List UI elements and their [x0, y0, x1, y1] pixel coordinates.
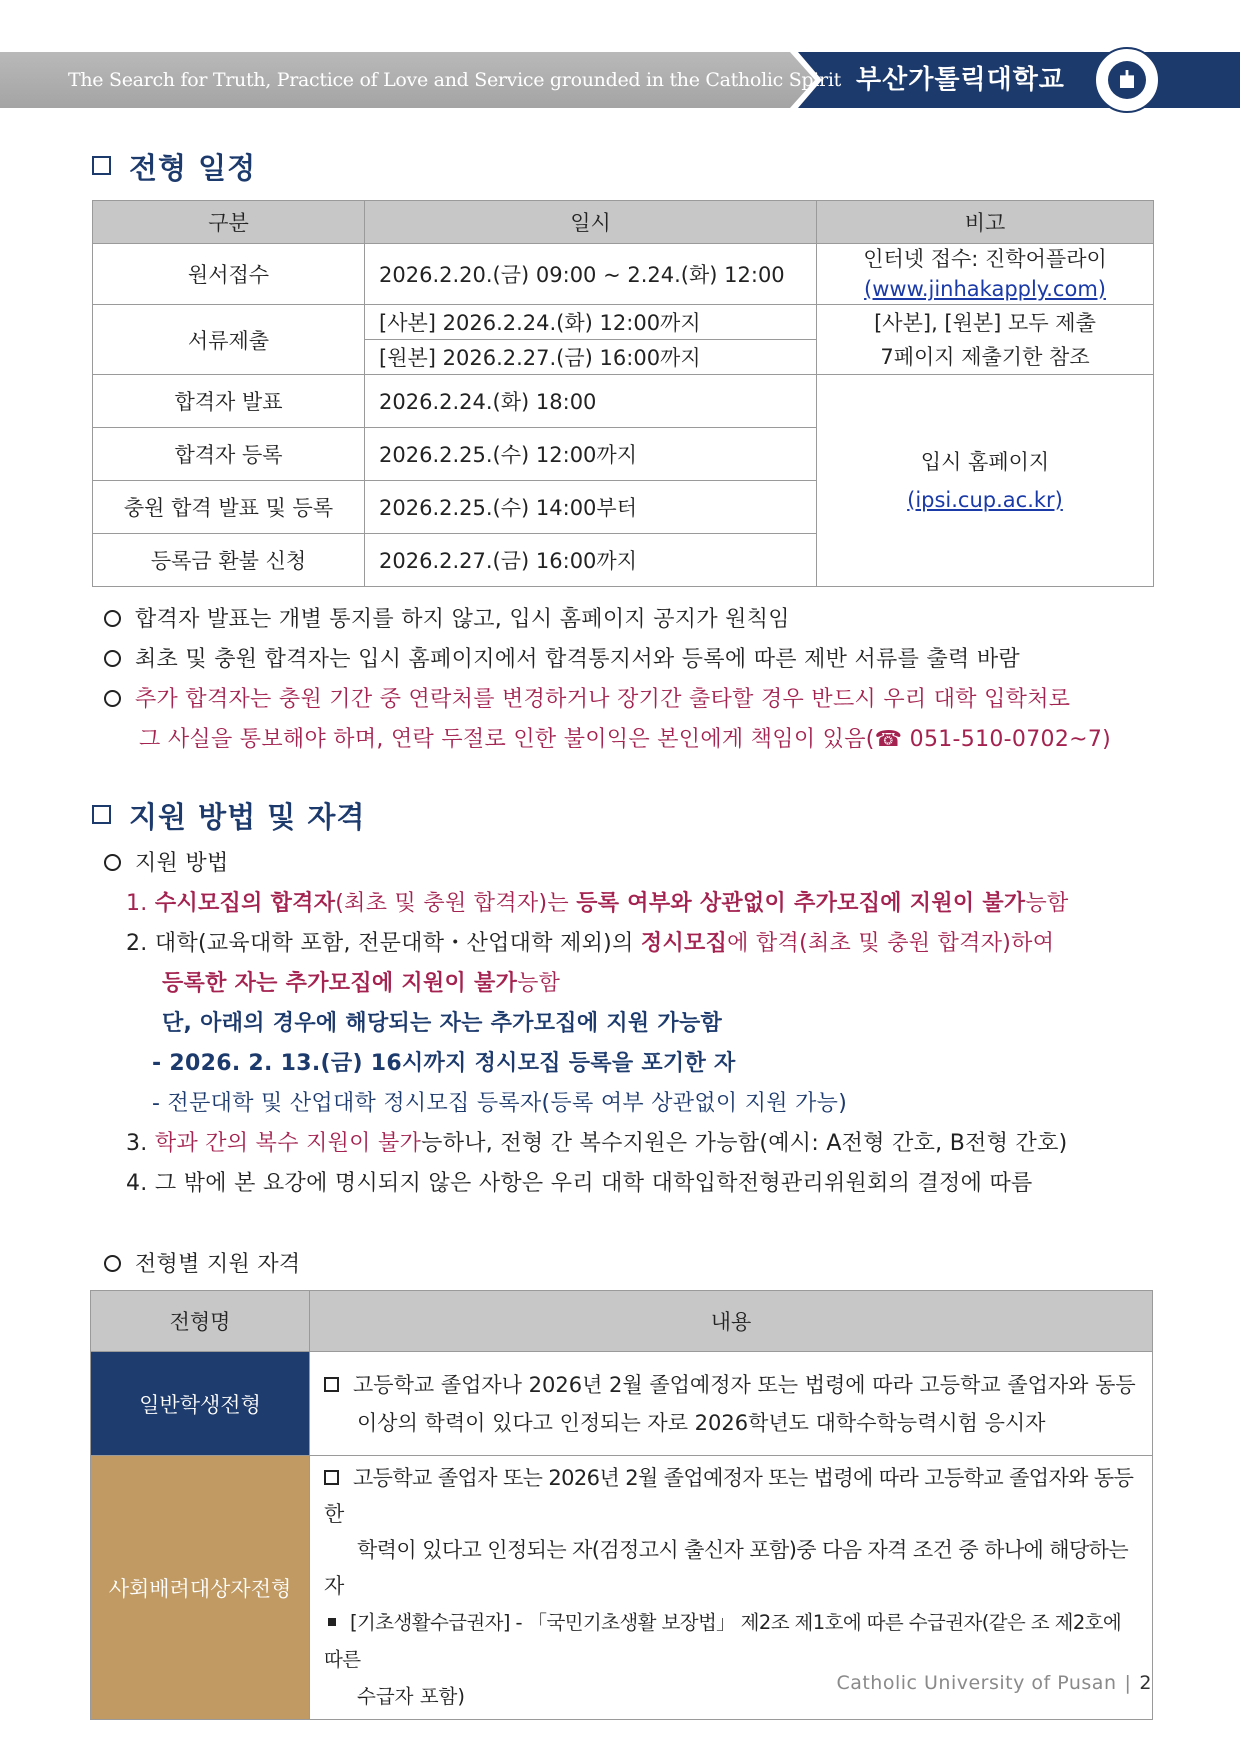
table-header-cell: 구분 [93, 201, 365, 244]
row-label: 서류제출 [93, 305, 365, 375]
jinhakapply-link[interactable]: (www.jinhakapply.com) [864, 277, 1106, 301]
circle-bullet-icon [104, 650, 121, 667]
table-row [91, 1352, 1153, 1456]
row-date: [사본] 2026.2.24.(화) 12:00까지 [365, 305, 817, 340]
university-emblem-icon [1094, 47, 1160, 113]
table-header-cell: 비고 [817, 201, 1154, 244]
track-content: 고등학교 졸업자나 2026년 2월 졸업예정자 또는 법령에 따라 고등학교 졸업자와 동등 이상의 학력이 있다고 인정되는 자로 2026학년도 대학수학능력시험 응시자 [310, 1352, 1153, 1456]
circle-bullet-icon [104, 610, 121, 627]
table-header-cell: 내용 [310, 1291, 1153, 1352]
track-name: 일반학생전형 [91, 1352, 310, 1456]
row-label: 등록금 환불 신청 [93, 534, 365, 587]
table-row [93, 305, 1154, 340]
track-name: 사회배려대상자전형 [91, 1456, 310, 1720]
method-item-3: 3. 학과 간의 복수 지원이 불가능하나, 전형 간 복수지원은 가능함(예시: A전형 간호, B전형 간호) [126, 1131, 1068, 1156]
method-item-2-cont: 등록한 자는 추가모집에 지원이 불가능함 [162, 971, 561, 996]
table-row [93, 375, 1154, 428]
circle-bullet-icon [104, 854, 121, 871]
row-date: 2026.2.25.(수) 14:00부터 [365, 481, 817, 534]
method-item-2: 2. 대학(교육대학 포함, 전문대학・산업대학 제외)의 정시모집에 합격(최초 및 충원 합격자)하여 [126, 931, 1055, 956]
checkbox-square-icon [92, 156, 111, 175]
qualification-subtitle: 전형별 지원 자격 [104, 1247, 300, 1278]
schedule-section-title: 전형 일정 [92, 146, 256, 187]
schedule-note-1: 합격자 발표는 개별 통지를 하지 않고, 입시 홈페이지 공지가 원칙임 [104, 602, 790, 633]
table-header-row [93, 201, 1154, 244]
row-note [817, 375, 1154, 587]
row-date: 2026.2.25.(수) 12:00까지 [365, 428, 817, 481]
row-date: 2026.2.27.(금) 16:00까지 [365, 534, 817, 587]
track-content: 고등학교 졸업자 또는 2026년 2월 졸업예정자 또는 법령에 따라 고등학교 졸업자와 동등한 학력이 있다고 인정되는 자(검정고시 출신자 포함)중 다음 자격 조건 중 하나에 해당하는 자 [기초생활수급권자] - 「국민기초생활 보장법」 제2조 제1호에 따른 수급권자(같은 조 제2호에 따른 수급자 포함) [310, 1456, 1153, 1720]
note-line: [사본], [원본] 모두 제출 [874, 310, 1096, 335]
checkbox-square-icon [324, 1470, 339, 1485]
row-label: 합격자 등록 [93, 428, 365, 481]
row-date: [원본] 2026.2.27.(금) 16:00까지 [365, 340, 817, 375]
note-line: 입시 홈페이지 [920, 449, 1050, 474]
footer-text: Catholic University of Pusan [836, 1672, 1117, 1694]
table-header-cell: 일시 [365, 201, 817, 244]
schedule-table [92, 200, 1154, 587]
circle-bullet-icon [104, 690, 121, 707]
row-note [817, 244, 1154, 305]
table-header-cell: 전형명 [91, 1291, 310, 1352]
row-label: 충원 합격 발표 및 등록 [93, 481, 365, 534]
method-item-2-exception-b: - 전문대학 및 산업대학 정시모집 등록자(등록 여부 상관없이 지원 가능) [152, 1091, 848, 1116]
checkbox-square-icon [92, 805, 111, 824]
schedule-note-2: 최초 및 충원 합격자는 입시 홈페이지에서 합격통지서와 등록에 따른 제반 서류를 출력 바람 [104, 642, 1020, 673]
footer-separator: | [1124, 1672, 1132, 1694]
ipsi-homepage-link[interactable]: (ipsi.cup.ac.kr) [907, 487, 1063, 512]
method-item-4: 4. 그 밖에 본 요강에 명시되지 않은 사항은 우리 대학 대학입학전형관리위원회의 결정에 따름 [126, 1171, 1033, 1196]
row-label: 합격자 발표 [93, 375, 365, 428]
method-item-2-exception: 단, 아래의 경우에 해당되는 자는 추가모집에 지원 가능함 [162, 1011, 723, 1036]
note-line: 인터넷 접수: 진학어플라이 [863, 247, 1107, 271]
method-section-title: 지원 방법 및 자격 [92, 795, 365, 836]
qualification-table [90, 1290, 1153, 1720]
checkbox-square-icon [324, 1377, 339, 1392]
page-number: 2 [1139, 1672, 1152, 1694]
method-subtitle: 지원 방법 [104, 846, 229, 877]
row-date: 2026.2.20.(금) 09:00 ~ 2.24.(화) 12:00 [365, 244, 817, 305]
row-date: 2026.2.24.(화) 18:00 [365, 375, 817, 428]
note-line: 7페이지 제출기한 참조 [880, 344, 1090, 369]
table-row [93, 244, 1154, 305]
method-item-1: 1. 수시모집의 합격자(최초 및 충원 합격자)는 등록 여부와 상관없이 추가모집에 지원이 불가능함 [126, 891, 1069, 916]
table-header-row [91, 1291, 1153, 1352]
university-name: 부산가톨릭대학교 [856, 65, 1065, 95]
schedule-note-3-cont: 그 사실을 통보해야 하며, 연락 두절로 인한 불이익은 본인에게 책임이 있음(☎ 051-510-0702~7) [139, 727, 1112, 752]
row-note [817, 305, 1154, 375]
square-bullet-icon [328, 1618, 336, 1626]
header-slogan: The Search for Truth, Practice of Love and Service grounded in the Catholic Spirit [68, 69, 841, 91]
page-footer [836, 1672, 1152, 1694]
row-label: 원서접수 [93, 244, 365, 305]
method-item-2-exception-a: - 2026. 2. 13.(금) 16시까지 정시모집 등록을 포기한 자 [152, 1051, 736, 1076]
circle-bullet-icon [104, 1255, 121, 1272]
header-band [0, 52, 1240, 108]
schedule-note-3: 추가 합격자는 충원 기간 중 연락처를 변경하거나 장기간 출타할 경우 반드시 우리 대학 입학처로 [104, 682, 1070, 713]
